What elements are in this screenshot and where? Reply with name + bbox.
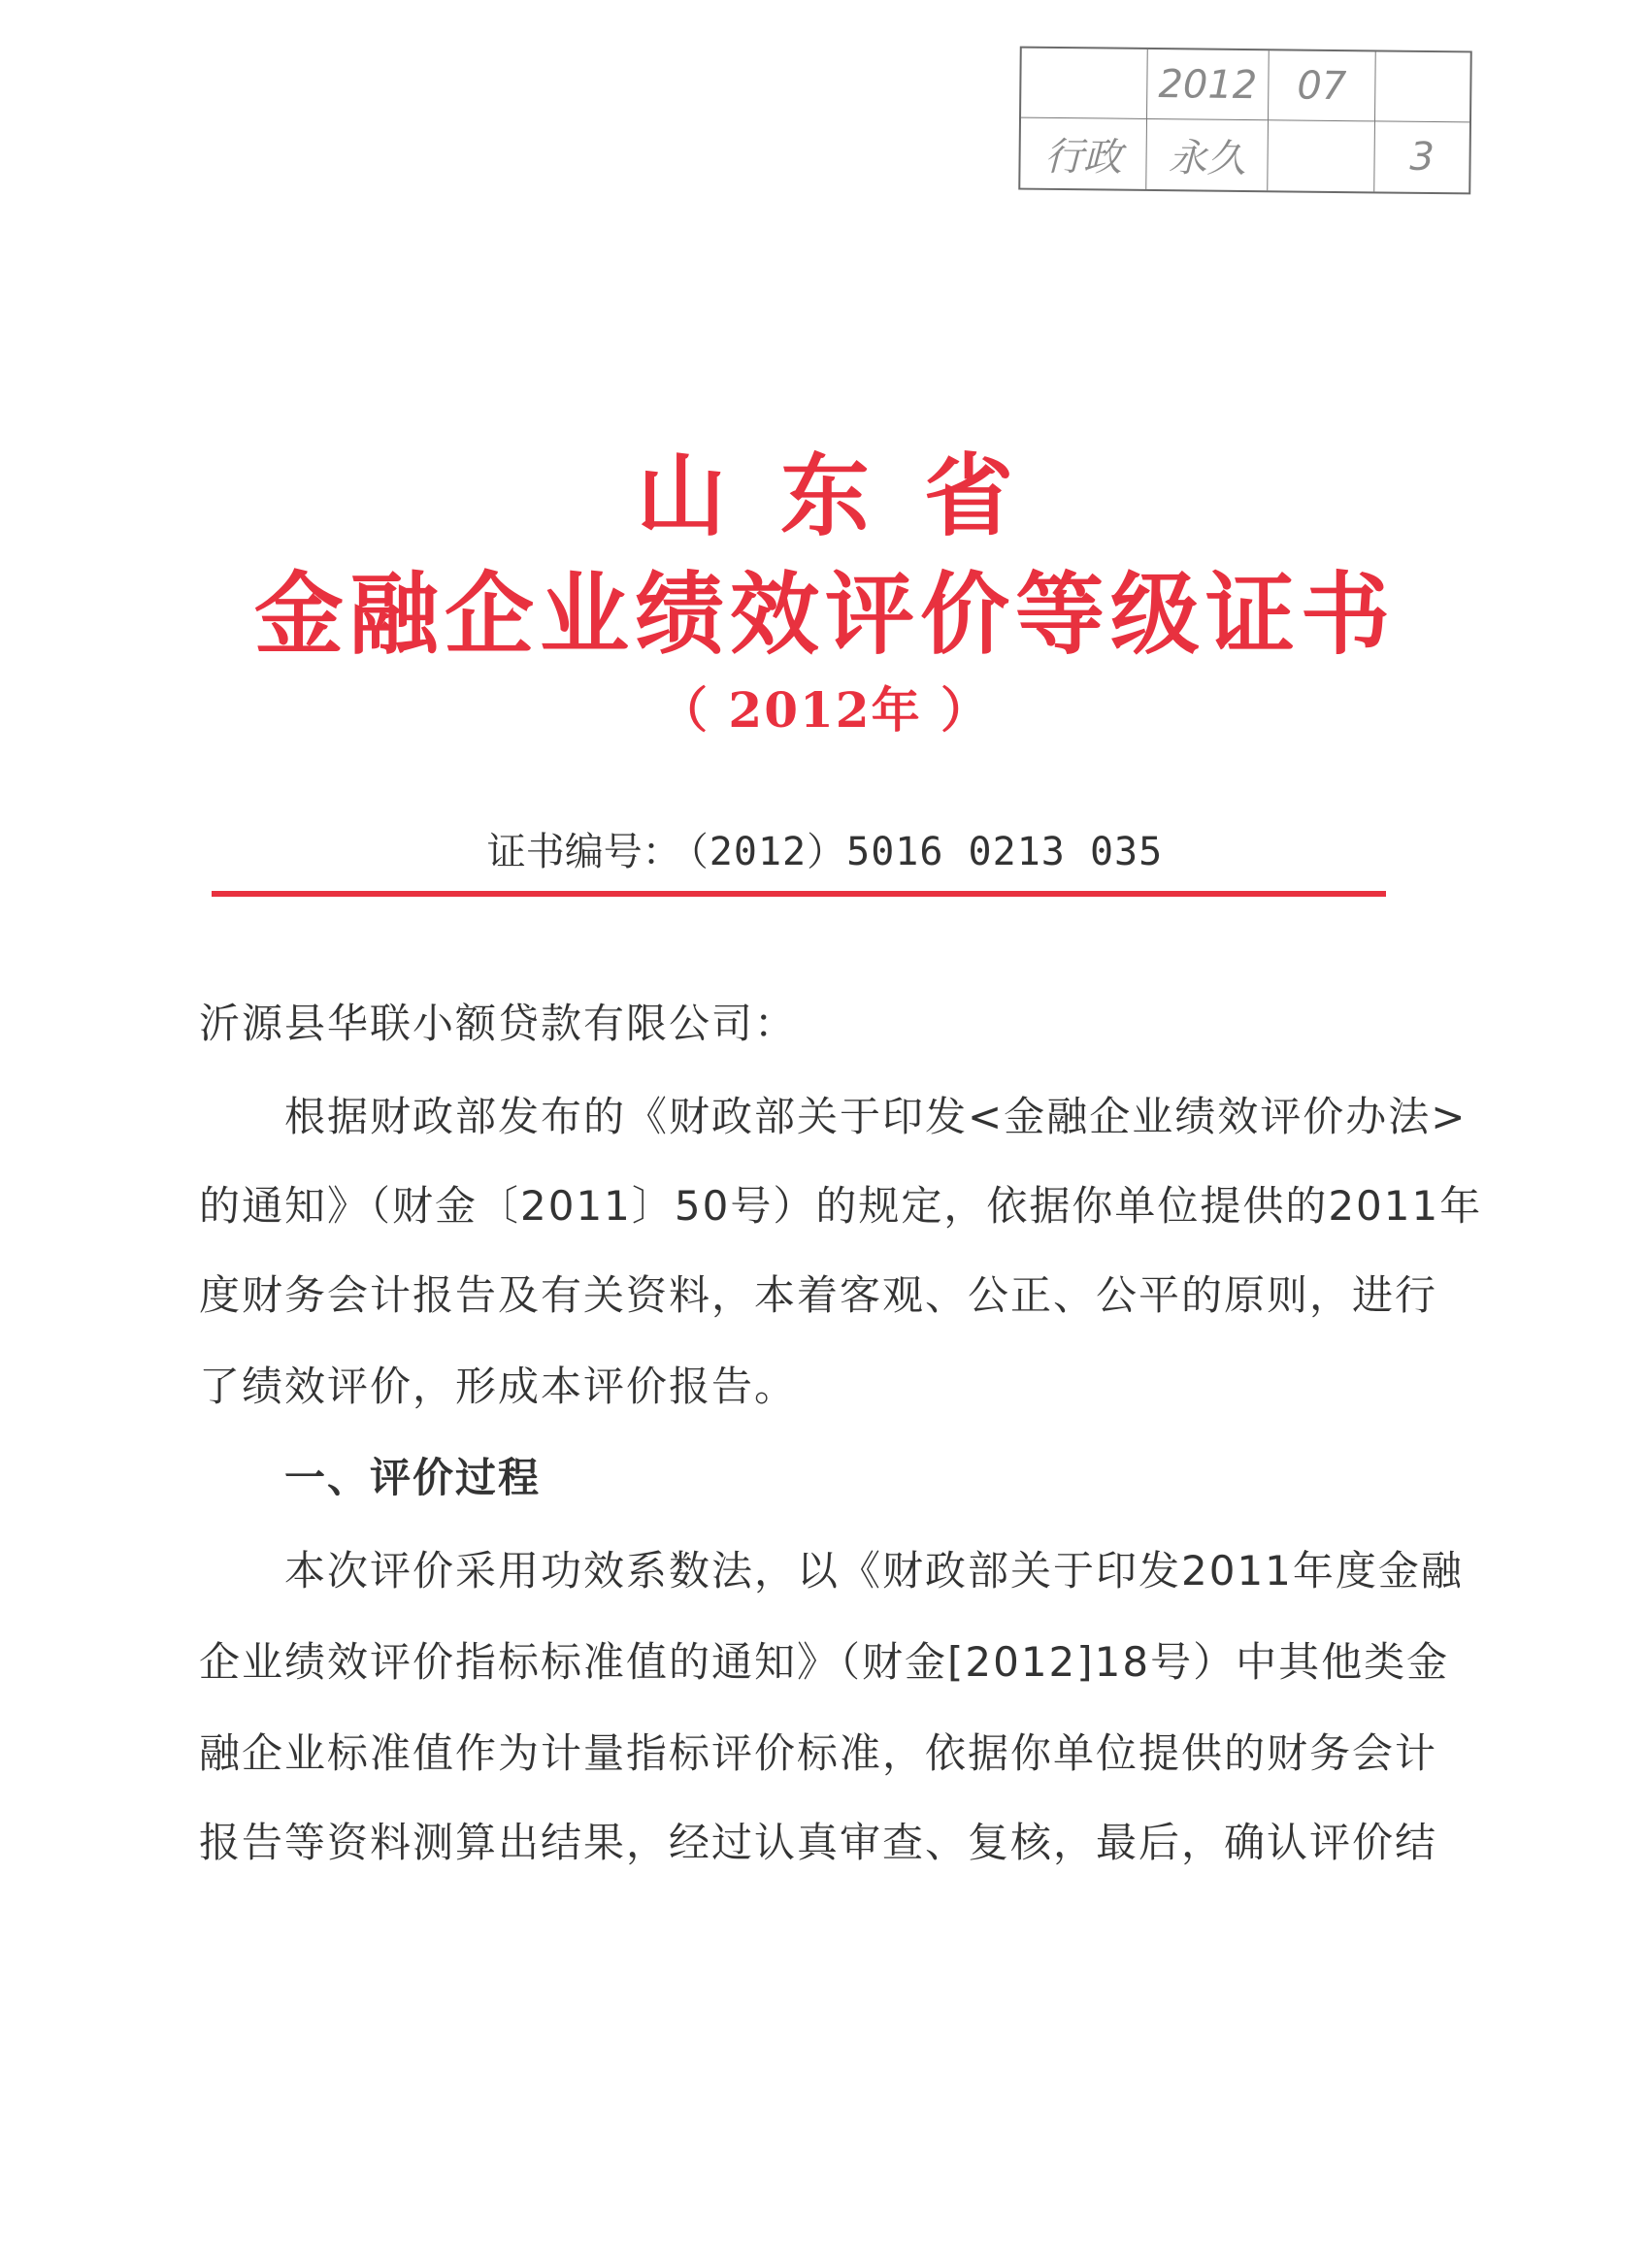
stamp-cell-year: 2012: [1147, 49, 1270, 120]
paragraph-line: 度财务会计报告及有关资料，本着客观、公正、公平的原则，进行: [199, 1271, 1438, 1319]
stamp-cell: [1268, 120, 1375, 191]
stamp-cell-month: 07: [1269, 50, 1376, 121]
certificate-number: （2012）5016 0213 035: [688, 830, 1164, 874]
archive-stamp: [1018, 47, 1472, 195]
paragraph-line: 报告等资料测算出结果，经过认真审查、复核，最后，确认评价结: [199, 1819, 1438, 1866]
red-divider: [212, 891, 1386, 897]
stamp-cell-category: 行政: [1020, 118, 1147, 189]
certificate-number-label: 证书编号：: [486, 830, 681, 874]
stamp-cell: [1375, 51, 1470, 122]
title-province: 山东省: [636, 444, 1068, 548]
paragraph-line: 企业绩效评价指标标准值的通知》（财金[2012]18号）中其他类金: [199, 1638, 1450, 1686]
paragraph-line: 根据财政部发布的《财政部关于印发<金融企业绩效评价办法>: [199, 1093, 1468, 1140]
certificate-number-line: [0, 821, 1650, 876]
paragraph-line: 本次评价采用功效系数法，以《财政部关于印发2011年度金融: [199, 1547, 1464, 1594]
title-year: （ 2012年 ）: [659, 681, 991, 739]
section-heading: 一、评价过程: [199, 1454, 542, 1501]
title-certificate: 金融企业绩效评价等级证书: [253, 562, 1396, 667]
stamp-cell: [1021, 49, 1148, 119]
paragraph-line: 融企业标准值作为计量指标评价标准，依据你单位提供的财务会计: [199, 1729, 1438, 1777]
addressee: 沂源县华联小额贷款有限公司：: [199, 1000, 798, 1047]
stamp-cell-count: 3: [1409, 134, 1436, 181]
stamp-cell-retention: 永久: [1146, 119, 1269, 190]
paragraph-line: 了绩效评价，形成本评价报告。: [199, 1363, 798, 1410]
paragraph-line: 的通知》（财金〔2011〕50号）的规定，依据你单位提供的2011年: [199, 1182, 1483, 1230]
